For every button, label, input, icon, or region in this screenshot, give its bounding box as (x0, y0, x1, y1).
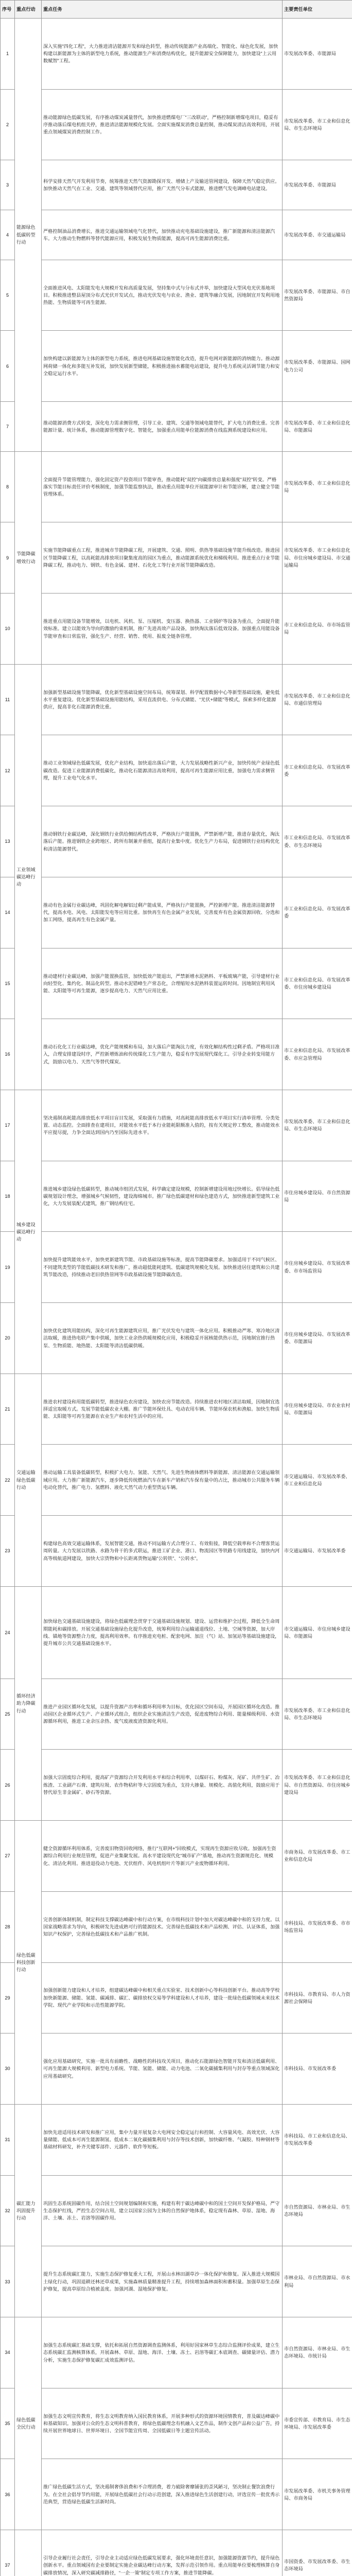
group-stage: 交通运输绿色低碳行动 (15, 1374, 42, 1586)
group-stage (15, 2530, 42, 2576)
row-dept: 市林业局、市自然资源局、市水利局 (283, 2246, 352, 2317)
table-row (1, 1516, 352, 1587)
row-task: 推动石化化工行业碳达峰，优化产能规模和布局，加大落后产能淘汰力度，有效化解结构性过剩矛盾。严格项目准入，合理安排建设时序，严控新增炼油和传统煤化工生产能力，稳妥有序发展现代煤化工。引导企业转变用能方式，鼓励以电力、天然气等替代煤炭。 (42, 1019, 283, 1090)
row-dept: 市发展改革委、市工业和信息化局、市生态环境局 (283, 1090, 352, 1161)
row-seq: 33 (1, 2246, 15, 2317)
group-stage: 绿色低碳全民行动 (15, 2317, 42, 2530)
group-stage: 碳汇能力巩固提升行动 (15, 2104, 42, 2317)
row-task: 坚决遏制高耗能高排放低水平项目盲目发展，采取强有力措施，对高耗能高排放低水平项目实行清单管理、分类处置、动态监控。全面排查在建项目，对能效水平低于本行业能耗限额准入值的，按有关规定停工整改，推动能效水平应提尽提，力争全面达到国内乃至国际先进水平。 (42, 1090, 283, 1161)
row-dept: 市发展改革委、市工业和信息化局、市自然资源局、市住房城乡建设局 (283, 1750, 352, 1821)
row-task: 加快先进适用技术研发和推广应用，集中力量开展复杂大电网安全稳定运行和控制、大容量风电、高效光伏、大容量储能、低成本可再生能源制氢、低成本二氧化碳捕集利用与封存等技术创新，加快碳纤维、气凝胶、特种钢材等基础材料研发，补齐关键零部件、元器件、软件等短板。 (42, 2104, 283, 2175)
row-seq: 8 (1, 451, 15, 522)
row-dept: 市工业和信息化局、市发展改革委、市应急管理局 (283, 1019, 352, 1090)
row-task: 加快优化建筑用能结构，深化可再生能源建筑应用，推广光伏发电与建筑一体化应用。积极推动严寒、寒冷地区清洁取暖，推进热电联产集中供暖，加快工业余热供暖规模化应用，积极稳妥开展核能供热示范，因地制宜推行热泵、生物质能、地热能、太阳能等清洁低碳供暖。 (42, 1303, 283, 1374)
table-body (1, 19, 352, 2576)
table-row (1, 1374, 352, 1445)
row-dept: 市发展改革委、市工业和信息化局、市住房城乡建设局、市交通运输局 (283, 522, 352, 594)
table-row (1, 2317, 352, 2388)
row-dept: 市发展改革委、市能源局、国网电力公司 (283, 331, 352, 402)
group-stage: 循环经济助力降碳行动 (15, 1586, 42, 1820)
table-row (1, 210, 352, 260)
row-dept: 市发展改革委、市工业和信息化局 (283, 451, 352, 522)
row-dept: 市国资委、市发展改革委、市生态环境局 (283, 2530, 352, 2576)
row-dept: 市住房城乡建设局、市农业农村局、市能源局 (283, 1374, 352, 1445)
row-task: 推动能源绿色低碳发展，有序推动煤炭减量替代，加快推进燃煤电厂“三改联动”，严格控制新增煤电项目，稳妥有序推动落后煤电机组关停，推进清洁能源规模化发展。全面实施煤炭消费总量控制，推动煤炭清洁高效利用，开展重点领域煤炭消费控制工作。 (42, 89, 283, 160)
row-task: 推进产业园区循环化发展，以提升资源产出率和循环利用率为目标，优化园区空间布局，开展园区循环化改造。推动园区企业循环式生产、产业循环式组合，组织企业实施清洁生产改造，促进废物综合利用、能量梯级利用、水资源循环利用，推进工业余压余热、废气废液废渣资源化利用。 (42, 1679, 283, 1750)
row-task: 严格控制油品消费增长，推进交通运输领域电气化替代，加快推动充电基础设施建设，推广新能源和清洁能源汽车。大力推动生物燃料等替代能源应用，积极发展生物质能源，提高可再生能源消费比重。 (42, 210, 283, 260)
row-dept: 市住房城乡建设局、市发展改革委、市能源局 (283, 1303, 352, 1374)
row-dept: 市住房城乡建设局、市发展改革委、市市场监管局 (283, 1232, 352, 1303)
header-row (1, 1, 352, 19)
row-task: 加快绿色交通基础设施建设，将绿色低碳理念贯穿于交通基础设施规划、建设、运营和维护全过程，降低全生命周期能耗和碳排放。开展交通基础设施绿色化提升改造，统筹利用综合运输通道线位、土地、空域等资源，加大岸线、锚地等资源整合力度，提高利用效率。有序推进充电桩、配套电网、加注（气）站、加氢站等基础设施建设，提升城市公共交通基础设施水平。 (42, 1586, 283, 1679)
row-seq: 1 (1, 19, 15, 90)
row-dept: 市工业和信息化局、市发展改革委、市生态环境局 (283, 806, 352, 877)
row-seq: 19 (1, 1232, 15, 1303)
row-dept: 市科技局、市发展改革委 (283, 2033, 352, 2105)
table-row (1, 1445, 352, 1516)
row-seq: 6 (1, 331, 15, 402)
table-row (1, 1891, 352, 1962)
row-task: 科学安排天然气开发利用节奏，统筹推进天然气资源勘探开发、增储上产及输送管网建设，保障天然气稳定供应。加快推动天然气在工业、交通、建筑等领域替代应用，推广天然气分布式能源，推进燃气发电调峰电站建设。 (42, 160, 283, 210)
row-task: 加快提升建筑能效水平，加快更新建筑节能、市政基础设施等标准，提高节能降碳要求。加强适用于不同气候区、不同建筑类型的节能低碳技术研发和推广，推动超低能耗建筑、低碳建筑规模化发展。加快推进居住建筑和公共建筑节能改造，持续推动老旧供热管网等市政基础设施节能降碳改造。 (42, 1232, 283, 1303)
row-dept: 市科技局、市发展改革委、市市场监管局 (283, 1891, 352, 1962)
row-dept: 市发展改革委、市能源局、市自然资源局 (283, 260, 352, 331)
row-task: 推动运输工具装备低碳转型，积极扩大电力、氢能、天然气、先进生物液体燃料等新能源、清洁能源在交通运输领域应用。大力推广新能源汽车，逐步降低传统燃油汽车在新车产销和汽车保有量中的占比，推动城市公共服务车辆电动化替代，推广电力、氢燃料、液化天然气动力重型货运车辆。 (42, 1445, 283, 1516)
row-dept: 市交通运输局、市发展改革委 (283, 1516, 352, 1587)
row-task: 加强创新能力建设和人才培养，组建碳达峰碳中和相关重点实验室、技术创新中心等科技创新平台。推动高等学校加快新能源、储能、氢能、碳减排、碳汇、碳排放权交易等学科建设和人才培养，建设一批绿色低碳领域未来技术学院、现代产业学院和示范性能源学院。 (42, 1962, 283, 2033)
row-seq: 9 (1, 522, 15, 594)
row-seq: 15 (1, 948, 15, 1019)
row-seq: 10 (1, 594, 15, 665)
row-dept: 市工业和信息化局、市发展改革委、市住房城乡建设局 (283, 948, 352, 1019)
row-dept: 市发展改革委、市机关事务管理局、市商务局 (283, 2459, 352, 2530)
row-dept: 市自然资源局、市林业局、市生态环境局 (283, 2175, 352, 2246)
table-row (1, 2104, 352, 2175)
header-dept: 主要责任单位 (283, 1, 352, 19)
row-dept: 市交通运输局、市发展改革委、市工业和信息化局 (283, 1445, 352, 1516)
row-dept: 市委宣传部、市教育局、市生态环境局、市发展改革委 (283, 2388, 352, 2459)
row-task: 深入实施“四化工程”，大力推进清洁能源开发和绿色转型，推动传统能源产业高端化、智能化、绿色化发展，加快构建以新能源为主体的新型电力系统，推动能源生产和消费结构优化，提升能源安全保障能力，加快建设“上云用数赋智”工程。 (42, 19, 283, 90)
row-seq: 24 (1, 1586, 15, 1679)
row-seq: 2 (1, 89, 15, 160)
row-seq: 22 (1, 1445, 15, 1516)
row-task: 全面提升节能管理能力，强化固定资产投资项目节能审查，推动能耗“双控”向碳排放总量和强度“双控”转变。严格落实节能目标责任评价考核制度，加强节能监察执法，推动重点用能单位开展能源审计和节能诊断，建立健全节能管理体系。 (42, 451, 283, 522)
header-stage: 重点行动 (15, 1, 42, 19)
row-task: 推动钢铁行业碳达峰，深化钢铁行业供给侧结构性改革，严格执行产能置换，严禁新增产能，推进存量优化，淘汰落后产能。推进钢铁企业跨地区、跨所有制兼并重组，提高行业集中度。优化生产力布局，促进钢铁行业结构优化和清洁能源替代。 (42, 806, 283, 877)
group-stage: 能源绿色低碳转型行动 (15, 19, 42, 452)
row-seq: 13 (1, 806, 15, 877)
row-task: 加强大宗固废综合利用，提高矿产资源综合开发利用水平和综合利用率，以煤矸石、粉煤灰、尾矿、共伴生矿、冶炼渣、工业副产石膏、建筑垃圾、农作物秸秆等大宗固废为重点，支持大掺量、规模化、高值化利用，鼓励应用于替代原生非金属矿、砂石等资源。 (42, 1750, 283, 1821)
table-row (1, 2033, 352, 2105)
table-row (1, 331, 352, 402)
table-row (1, 1161, 352, 1232)
row-seq: 23 (1, 1516, 15, 1587)
row-seq: 18 (1, 1161, 15, 1232)
row-task: 构建绿色高效交通运输体系，发展智能交通，推动不同运输方式合理分工、有效衔接，降低空载率和不合理客货运周转量。大力发展以铁路、水路为骨干的多式联运，推进工矿企业、港口、物流园区等铁路专用线建设，加快内河高等级航道网建设，加快大宗货物和中长距离货物运输“公转铁”、“公转水”。 (42, 1516, 283, 1587)
row-seq: 35 (1, 2388, 15, 2459)
row-task: 强化应用基础研究，实施一批具有前瞻性、战略性的科技攻关项目，推动化石能源绿色智能开发和清洁低碳利用、可再生能源大规模利用、新型电力系统、节能、氢能、储能、动力电池、二氧化碳捕集利用与封存等重点领域深化应用基础研究。 (42, 2033, 283, 2105)
table-row (1, 664, 352, 735)
row-seq: 26 (1, 1750, 15, 1821)
header-task: 重点任务 (42, 1, 283, 19)
row-task: 推进重点用能设备节能增效，以电机、风机、泵、压缩机、变压器、换热器、工业锅炉等设备为重点，全面提升能效标准。建立以能效为导向的激励约束机制，推广先进高效产品设备，加快淘汰落后低效设备。加强重点用能设备节能审查和日常监管，强化生产、经营、销售、使用、报废全链条管理。 (42, 594, 283, 665)
row-dept: 市发展改革委、市工业和信息化局、市生态环境局 (283, 1679, 352, 1750)
row-seq: 12 (1, 735, 15, 806)
row-task: 推进农村建设和用能低碳转型，推进绿色农房建设，加快农房节能改造。持续推进农村地区清洁取暖，因地制宜选择适宜取暖方式。发展节能低碳农业大棚。推广节能环保灶具、电动农用车辆、节能环保农机和渔船。加快生物质能、太阳能等可再生能源在农业生产和农村生活中的应用。 (42, 1374, 283, 1445)
row-seq: 4 (1, 210, 15, 260)
table-row (1, 1586, 352, 1679)
row-seq: 21 (1, 1374, 15, 1445)
row-task: 巩固生态系统固碳作用，结合国土空间规划编制和实施，构建有利于碳达峰碳中和的国土空间开发保护格局，严守生态保护红线，严控生态空间占用，建立以国家公园为主体的自然保护地体系，稳定现有森林、草原、湿地、海洋、土壤、冻土、岩溶等固碳作用。 (42, 2175, 283, 2246)
row-task: 加强新型基础设施节能降碳，优化新型基础设施空间布局，统筹谋划、科学配置数据中心等新型基础设施，避免低水平重复建设。优化新型基础设施用能结构，采用直流供电、分布式储能、“光伏+储能”等模式，探索多样化能源供应，提高非化石能源消费比重。 (42, 664, 283, 735)
row-dept: 市工业和信息化局、市市场监管局 (283, 594, 352, 665)
table-row (1, 2388, 352, 2459)
row-task: 完善创新体制机制，制定科技支撑碳达峰碳中和行动方案，在市级科技计划中加大对碳达峰碳中和的支持力度。以国家战略需求为导向，积极研发先进成熟可行的能源技术。完善绿色低碳技术和产品检测、评估、认证体系，加强知识产权保护，完善绿色低碳技术和产品推广机制。 (42, 1891, 283, 1962)
table-row (1, 1019, 352, 1090)
header-seq: 序号 (1, 1, 15, 19)
row-task: 加强生态文明宣传教育，将生态文明教育纳入国民教育体系，开展多种形式的资源环境国情教育，普及碳达峰碳中和基础知识。加强对公众的生态文明科普教育，将绿色低碳理念有机融入文艺作品，制作文创产品和公益广告，持续开展世界地球日、世界环境日、全国节能宣传周、全国低碳日等主题宣传活动。 (42, 2388, 283, 2459)
row-seq: 34 (1, 2317, 15, 2388)
table-row (1, 1750, 352, 1821)
table-row (1, 89, 352, 160)
row-seq: 37 (1, 2530, 15, 2576)
row-seq: 14 (1, 877, 15, 948)
group-stage: 工业领域碳达峰行动 (15, 664, 42, 1090)
table-row (1, 2175, 352, 2246)
row-task: 加快构建以新能源为主体的新型电力系统，推进电网基础设施智能化改造，提升电网对新能源的消纳能力。推动源网荷储一体化和多能互补发展，加快发展新型储能，积极推进抽水蓄能电站建设，提升电力系统灵活调节能力和安全稳定运行水平。 (42, 331, 283, 402)
row-seq: 3 (1, 160, 15, 210)
table-row (1, 2459, 352, 2530)
table-row (1, 522, 352, 594)
row-dept: 市工业和信息化局、市发展改革委 (283, 877, 352, 948)
row-task: 提升生态系统碳汇能力，实施生态保护修复重大工程，开展山水林田湖草沙一体化保护和修复。深入推进大规模国土绿化行动，巩固退耕还林还草成果，实施森林质量精准提升工程，持续增加森林面积和蓄积量。加强草原生态保护修复，提高草原综合植被盖度。加强河湖、湿地保护修复。 (42, 2246, 283, 2317)
row-seq: 16 (1, 1019, 15, 1090)
row-seq: 31 (1, 2104, 15, 2175)
row-dept: 市住房城乡建设局、市自然资源局 (283, 1161, 352, 1232)
row-seq: 28 (1, 1891, 15, 1962)
table-row (1, 877, 352, 948)
row-task: 加强生态系统碳汇基础支撑，依托和拓展自然资源调查监测体系，利用好国家林草生态综合监测评价成果，建立生态系统碳汇监测核算体系，开展森林、草原、湿地、海洋、土壤、冻土、岩溶等碳汇本底调查、碳储量评估、潜力分析，实施生态保护修复碳汇成效监测评估。 (42, 2317, 283, 2388)
table-row (1, 1232, 352, 1303)
table-row (1, 2530, 352, 2576)
row-dept: 市科技局、市教育局、市人力资源社会保障局 (283, 1962, 352, 2033)
table-row (1, 402, 352, 452)
table-row (1, 1962, 352, 2033)
row-seq: 5 (1, 260, 15, 331)
row-task: 实施节能降碳重点工程，推进城市节能降碳工程，开展建筑、交通、照明、供热等基础设施节能升级改造。推进园区节能降碳工程，以高耗能高排放项目聚集度高的园区为重点，推动能源系统优化和梯级利用。推进重点行业节能降碳工程，推动电力、钢铁、有色金属、建材、石化化工等行业开展节能降碳改造。 (42, 522, 283, 594)
group-stage: 绿色低碳科技创新行动 (15, 1821, 42, 2105)
row-dept: 市工业和信息化局、市发展改革委 (283, 735, 352, 806)
table-row (1, 1303, 352, 1374)
table-row (1, 948, 352, 1019)
row-task: 引导企业履行社会责任，引导企业主动适应绿色低碳发展要求，强化环境责任意识，加强能源资源节约，提升绿色创新水平。重点领域国有企业要制定实施企业碳达峰行动方案，发挥示范引领作用。重点用能单位要梳理核算自身碳排放情况，深入研究碳减排路径，“一企一策”制定专项工作方案，推进节能降碳。 (42, 2530, 283, 2576)
row-seq: 7 (1, 402, 15, 452)
row-seq: 27 (1, 1821, 15, 1892)
row-task: 推动能源消费方式转变，深化电力需求侧管理，引导工业、建筑、交通等领域电能替代，扩大电力消费比重。完善能源计量、统计体系，推动能源管理数字化、智能化，加强重点用能单位能源消费在线监测系统建设和应用。 (42, 402, 283, 452)
row-task: 推动建材行业碳达峰，加强产能置换监管，加快低效产能退出，严禁新增水泥熟料、平板玻璃产能，引导建材行业向轻型化、集约化、制品化转型。推动水泥错峰生产常态化，合理缩短水泥熟料装置运转时间。因地制宜利用风能、太阳能等可再生能源，逐步提高电力、天然气应用比重。 (42, 948, 283, 1019)
table-row (1, 2246, 352, 2317)
row-task: 推动有色金属行业碳达峰，巩固化解电解铝过剩产能成果，严格执行产能置换，严控新增产能。推进清洁能源替代，提高水电、风电、太阳能发电等应用比重。加快再生有色金属产业发展，完善废弃有色金属资源回收、分选和加工网络，提高再生有色金属产量。 (42, 877, 283, 948)
table-row (1, 806, 352, 877)
group-stage: 城乡建设碳达峰行动 (15, 1090, 42, 1374)
row-task: 推广绿色低碳生活方式，坚决遏制奢侈浪费和不合理消费，着力破除奢靡铺张的歪风陋习，坚决制止餐饮浪费行为。在全社会倡导节约用能，开展绿色低碳社会行动示范创建，深入推进绿色生活创建行动，评选宣传一批优秀示范典型，营造绿色低碳生活新时尚。 (42, 2459, 283, 2530)
row-seq: 29 (1, 1962, 15, 2033)
row-seq: 20 (1, 1303, 15, 1374)
row-seq: 11 (1, 664, 15, 735)
row-dept: 市发展改革委、市工业和信息化局、市能源局 (283, 402, 352, 452)
row-dept: 市科技局、市工业和信息化局、市发展改革委 (283, 2104, 352, 2175)
group-stage: 节能降碳增效行动 (15, 451, 42, 664)
table-row (1, 594, 352, 665)
row-task: 推进城乡建设绿色低碳转型，推动城市组团式发展，科学确定建设规模，控制新增建设用地过快增长。倡导绿色低碳规划设计理念，增强城乡气候韧性，建设海绵城市。推广绿色低碳建材和绿色建造方式，加快推进新型建筑工业化，大力发展装配式建筑，推广钢结构住宅。 (42, 1161, 283, 1232)
row-dept: 市发展改革委、市工业和信息化局、市通信管理局 (283, 664, 352, 735)
table-row (1, 451, 352, 522)
table-row (1, 19, 352, 90)
row-dept: 市发展改革委、市能源局 (283, 160, 352, 210)
table-row (1, 1821, 352, 1892)
row-dept: 市自然资源局、市林业局、市生态环境局、市统计局 (283, 2317, 352, 2388)
row-dept: 市商务局、市发展改革委、市工业和信息化局 (283, 1821, 352, 1892)
row-seq: 25 (1, 1679, 15, 1750)
table-row (1, 1679, 352, 1750)
row-seq: 30 (1, 2033, 15, 2105)
row-seq: 17 (1, 1090, 15, 1161)
table-row (1, 260, 352, 331)
row-task: 健全资源循环利用体系，完善废旧物资回收网络，推行“互联网+”回收模式，实现再生资源应收尽收。加强再生资源综合利用行业规范管理，促进产业集聚发展。高水平建设现代化“城市矿产”基地，推动再生资源规范化、规模化、清洁化利用。推进退役动力电池、光伏组件、风电机组叶片等新兴产业废物循环利用。 (42, 1821, 283, 1892)
row-seq: 32 (1, 2175, 15, 2246)
row-seq: 36 (1, 2459, 15, 2530)
row-dept: 市发展改革委、市能源局 (283, 19, 352, 90)
row-dept: 市发展改革委、市交通运输局 (283, 210, 352, 260)
table-row (1, 735, 352, 806)
row-task: 推动工业领域绿色低碳发展，优化产业结构，加快退出落后产能，大力发展战略性新兴产业，加快传统产业绿色低碳改造。促进工业能源消费低碳化，推动化石能源清洁高效利用，提高可再生能源应用比重，加强电力需求侧管理，提升工业电气化水平。 (42, 735, 283, 806)
table-row (1, 1090, 352, 1161)
table-row (1, 160, 352, 210)
row-dept: 市发展改革委、市工业和信息化局、市生态环境局 (283, 89, 352, 160)
row-task: 全面推进风电、太阳能发电大规模开发和高质量发展，坚持集中式与分布式并举，加快建设大型风电光伏基地项目。积极推进整县屋顶分布式光伏开发试点，推动光伏发电与农业、渔业、建筑等融合发展，因地制宜开发利用地热能、生物质能等可再生能源。 (42, 260, 283, 331)
row-dept: 市交通运输局、市住房城乡建设局、市能源局 (283, 1586, 352, 1679)
